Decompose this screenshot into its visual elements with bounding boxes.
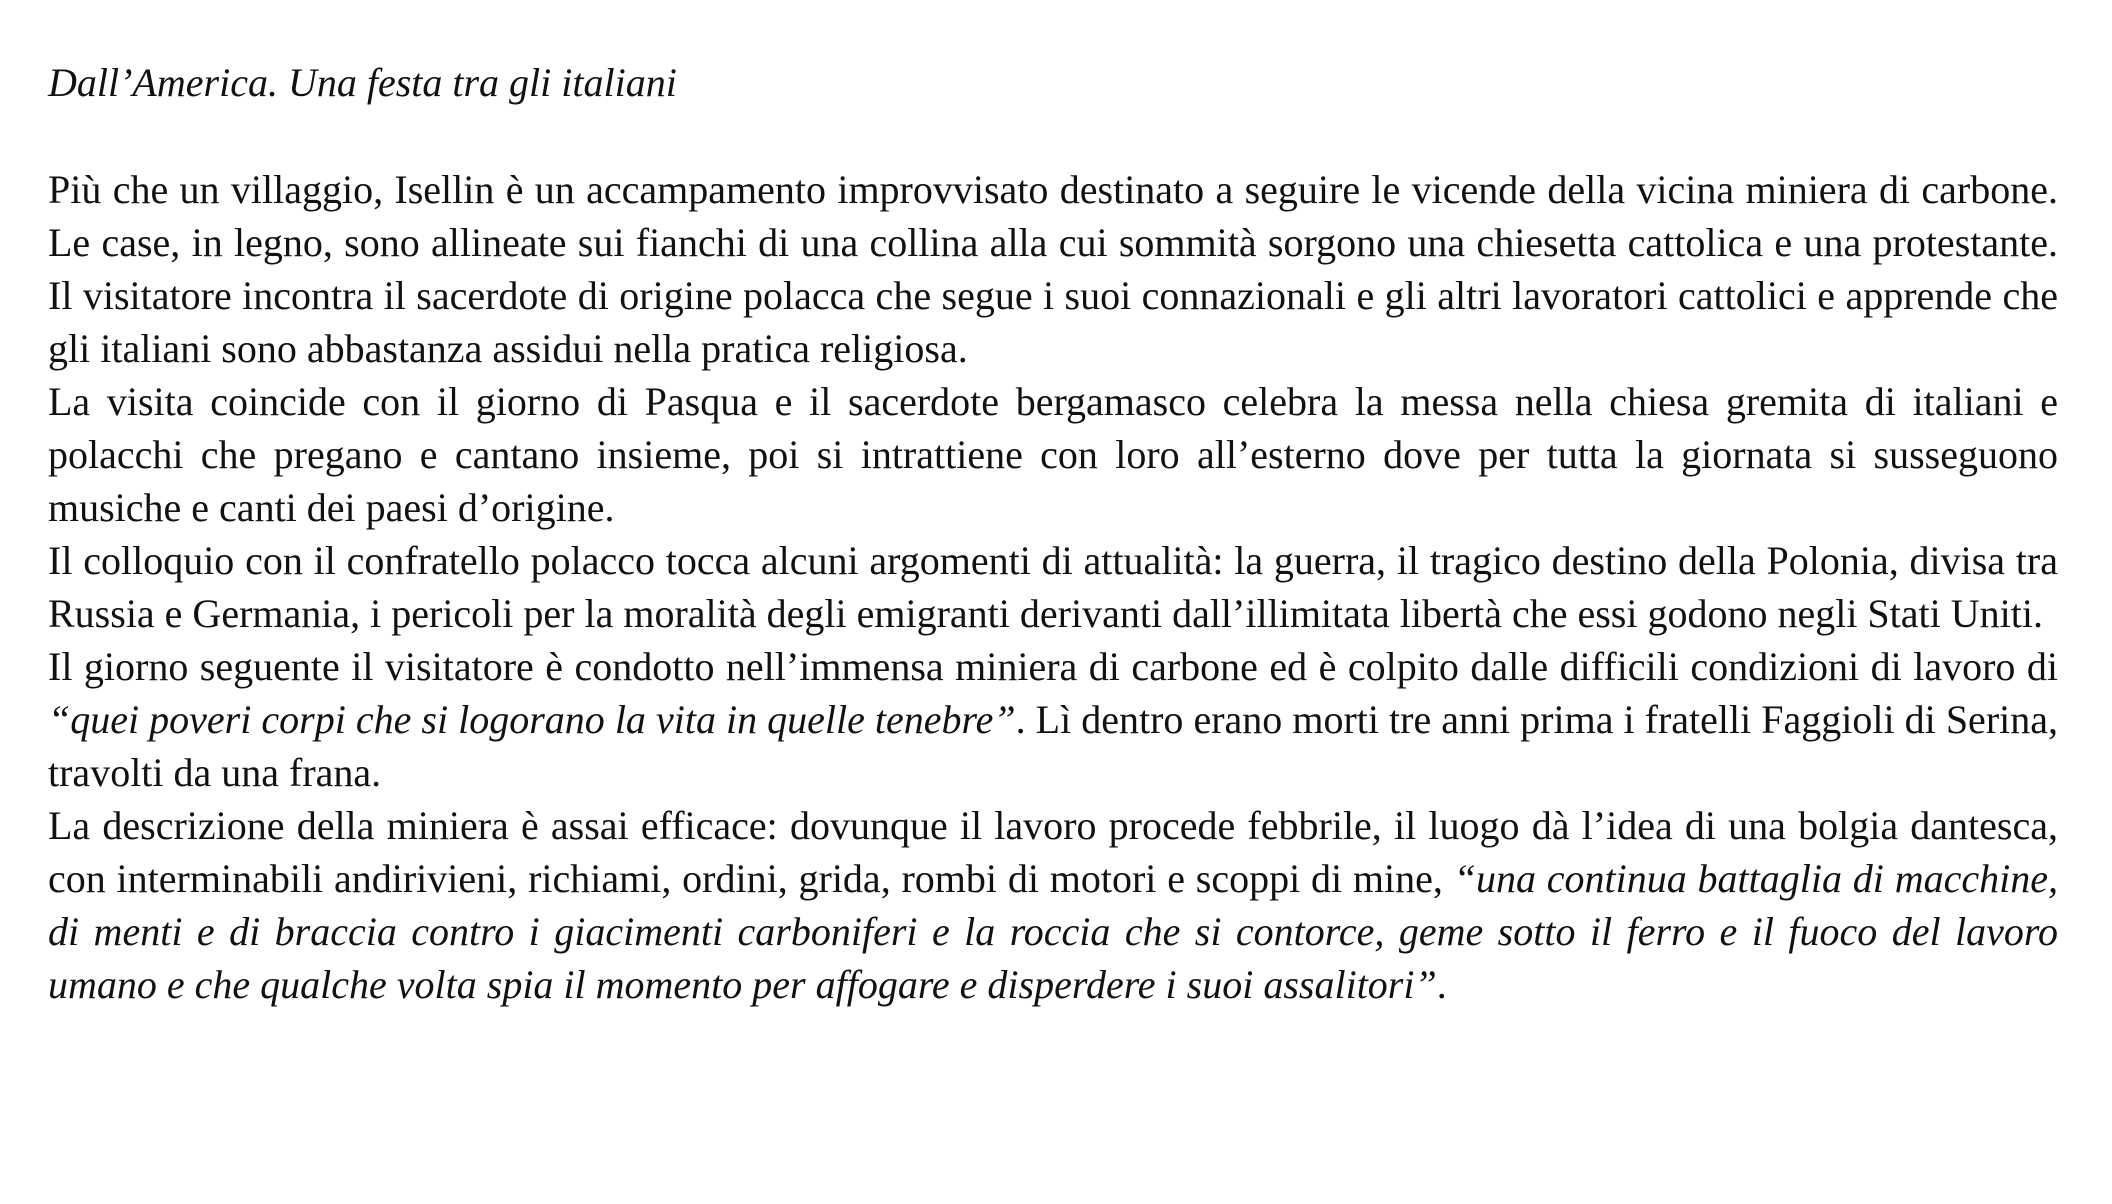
- paragraph-text: .: [1436, 962, 1447, 1007]
- document-title: Dall’America. Una festa tra gli italiani: [48, 60, 677, 105]
- document-page: [48, 56, 2058, 1011]
- paragraph-text: . Lì dentro erano morti tre anni prima i fratelli Faggioli di Serina, travolti da una frana.: [48, 697, 2059, 795]
- quotation: “una continua battaglia di macchine, di menti e di braccia contro i giacimenti carboniferi e la roccia che si contorce, geme sotto il ferro e il fuoco del lavoro umano e che qualche volta spia il momento per affogare e disperdere i suoi assalitori”: [48, 856, 2058, 1007]
- paragraph-colloquio: Il colloquio con il confratello polacco tocca alcuni argomenti di attualità: la guerra, il tragico destino della Polonia, divisa tra Russia e Germania, i pericoli per la moralità degli emigranti derivanti dall’illimitata libertà che essi godono negli Stati Uniti.: [48, 538, 2058, 636]
- paragraph-isellin: Più che un villaggio, Isellin è un accampamento improvvisato destinato a seguire le vicende della vicina miniera di carbone. Le case, in legno, sono allineate sui fianchi di una collina alla cui sommità sorgono una chiesetta cattolica e una protestante. Il visitatore incontra il sacerdote di origine polacca che segue i suoi connazionali e gli altri lavoratori cattolici e apprende che gli italiani sono abbastanza assidui nella pratica religiosa.: [48, 167, 2058, 371]
- paragraph-text: La descrizione della miniera è assai efficace: dovunque il lavoro procede febbrile, il luogo dà l’idea di una bolgia dantesca, con interminabili andirivieni, richiami, ordini, grida, rombi di motori e scoppi di mine,: [48, 803, 2058, 901]
- quotation: “quei poveri corpi che si logorano la vita in quelle tenebre”: [48, 697, 1016, 742]
- paragraph-pasqua: La visita coincide con il giorno di Pasqua e il sacerdote bergamasco celebra la messa nella chiesa gremita di italiani e polacchi che pregano e cantano insieme, poi si intrattiene con loro all’esterno dove per tutta la giornata si susseguono musiche e canti dei paesi d’origine.: [48, 379, 2058, 530]
- paragraph-text: Il giorno seguente il visitatore è condotto nell’immensa miniera di carbone ed è colpito dalle difficili condizioni di lavoro di: [48, 644, 2058, 689]
- paragraph-miniera-visita: [48, 640, 2058, 799]
- paragraph-miniera-descrizione: [48, 799, 2058, 1011]
